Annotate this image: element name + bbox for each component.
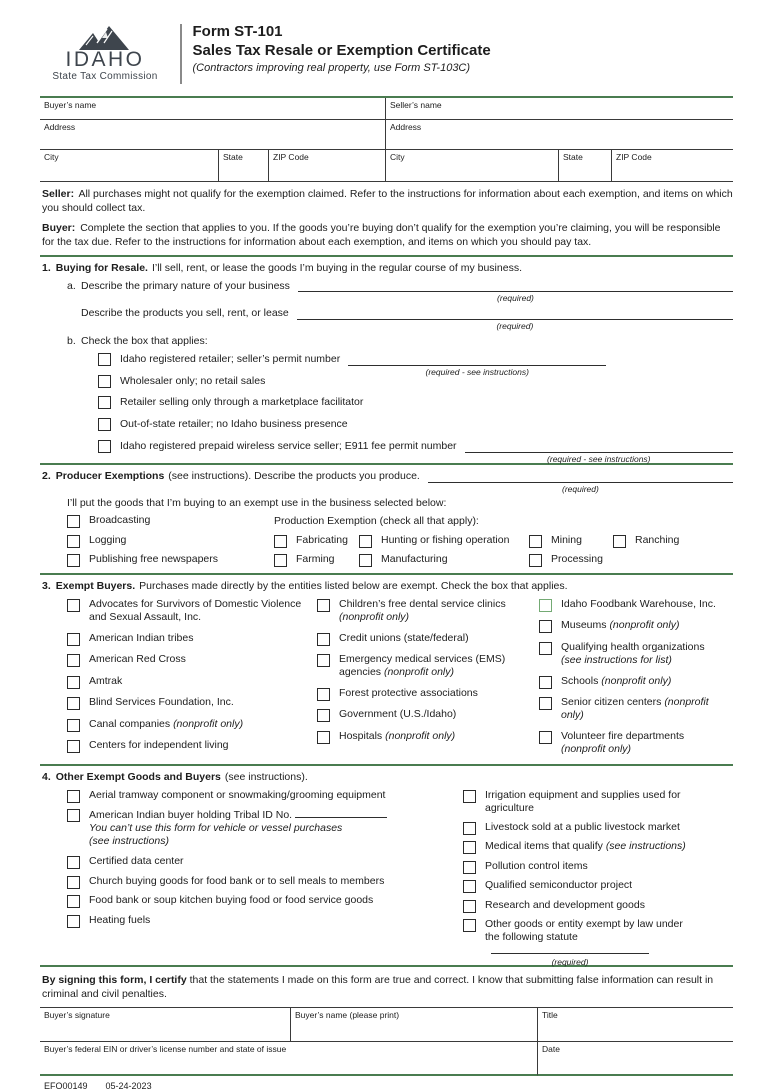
other-exempt-col1 [67, 789, 463, 959]
nonprofit-note: (nonprofit only) [609, 619, 680, 632]
production-option [529, 553, 613, 567]
checkbox-label: Church buying goods for food bank or to sell meals to members [89, 874, 385, 887]
nonprofit-note: (nonprofit only) [173, 717, 244, 730]
other-exempt-option [67, 875, 455, 889]
nonprofit-note: (nonprofit only) [339, 611, 410, 624]
nonprofit-note: (nonprofit only) [561, 743, 632, 756]
exempt-buyer-option [317, 598, 529, 624]
certification-bold: By signing this form, I certify [42, 973, 187, 986]
checkbox-other-goods-by-statute[interactable] [463, 919, 476, 932]
checkbox-label: Idaho registered prepaid wireless service seller; E911 fee permit number [120, 439, 457, 452]
buyer-print-name-label: Buyer’s name (please print) [295, 1009, 400, 1020]
checkbox-manufacturing[interactable] [359, 554, 372, 567]
vehicle-vessel-note: You can’t use this form for vehicle or vessel purchases (see instructions) [89, 821, 343, 848]
checkbox-label: American Indian buyer holding Tribal ID No. [89, 809, 293, 822]
buyer-city-field[interactable] [40, 150, 218, 182]
seller-city-field[interactable] [385, 150, 558, 182]
exempt-buyer-option [317, 632, 529, 646]
exempt-buyer-option [67, 718, 307, 732]
checkbox-label: Processing [551, 553, 603, 566]
checkbox-tribal-id-buyer[interactable] [67, 809, 80, 822]
seller-zip-label: ZIP Code [616, 152, 652, 162]
checkbox-label: Heating fuels [89, 913, 151, 926]
checkbox-wholesaler-only[interactable] [98, 375, 111, 388]
section4-number: 4. [42, 771, 51, 784]
buyer-zip-label: ZIP Code [273, 152, 309, 162]
nonprofit-note: (nonprofit only) [601, 674, 672, 687]
checkbox-label: American Indian tribes [89, 631, 194, 644]
seller-address-label: Address [390, 122, 422, 132]
checkbox-blind-services[interactable] [67, 697, 80, 710]
seller-state-field[interactable] [558, 150, 611, 182]
checkbox-logging[interactable] [67, 535, 80, 548]
producer-option [67, 553, 274, 567]
checkbox-research-development[interactable] [463, 900, 476, 913]
buyer-address-label: Address [44, 122, 76, 132]
checkbox-label: Hunting or fishing operation [381, 533, 510, 546]
section3-number: 3. [42, 580, 51, 593]
checkbox-schools[interactable] [539, 676, 552, 689]
production-option [613, 534, 733, 548]
checkbox-label: Aerial tramway component or snowmaking/grooming equipment [89, 788, 386, 801]
other-exempt-option [463, 789, 725, 815]
checkbox-label: Forest protective associations [339, 686, 478, 699]
section4-title: Other Exempt Goods and Buyers [55, 771, 221, 784]
exempt-buyer-option [67, 696, 307, 710]
checkbox-food-bank-soup-kitchen[interactable] [67, 895, 80, 908]
exempt-buyer-option [67, 632, 307, 646]
checkbox-label: Retailer selling only through a marketplace facilitator [120, 396, 364, 409]
revision-date: 05-24-2023 [105, 1080, 152, 1091]
buyer-state-field[interactable] [218, 150, 268, 182]
checkbox-semiconductor-project[interactable] [463, 880, 476, 893]
signature-table [40, 1007, 733, 1076]
seller-notice-label: Seller: [42, 188, 75, 200]
checkbox-label: Out-of-state retailer; no Idaho business presence [120, 417, 348, 430]
nonprofit-note: (nonprofit only) [385, 729, 456, 742]
section2-exempt-use-text: I’ll put the goods that I’m buying to an exempt use in the business selected below: [67, 497, 447, 510]
exempt-buyers-col2 [317, 598, 539, 756]
exempt-buyers-col1 [67, 598, 317, 756]
checkbox-label: Wholesaler only; no retail sales [120, 374, 266, 387]
checkbox-irrigation-equipment[interactable] [463, 790, 476, 803]
seller-city-label: City [390, 152, 405, 162]
seller-state-label: State [563, 152, 583, 162]
buyer-zip-field[interactable] [268, 150, 385, 182]
required-note: (required - see instructions) [547, 453, 651, 464]
tribal-id-line[interactable] [295, 808, 387, 818]
checkbox-american-indian-tribes[interactable] [67, 633, 80, 646]
buyer-notice-text: Complete the section that applies to you. If the goods you’re buying don’t qualify for the exemption you’re claiming, you will be responsible for the tax due. Refer to the instructions for information about each exemption, and items on which you should pay tax. [42, 222, 721, 249]
checkbox-label: Centers for independent living [89, 739, 229, 752]
item-b-prefix: b. [67, 335, 76, 348]
buyer-signature-label: Buyer’s signature [44, 1009, 110, 1020]
checkbox-church-food-bank[interactable] [67, 876, 80, 889]
required-note: (required) [496, 321, 534, 332]
exempt-buyer-option [539, 675, 723, 689]
producer-option [67, 514, 274, 528]
checkbox-publishing-free-newspapers[interactable] [67, 554, 80, 567]
buyer-city-label: City [44, 152, 59, 162]
checkbox-label: Schools [561, 674, 599, 687]
checkbox-advocates-survivors[interactable] [67, 599, 80, 612]
resale-option-row [98, 418, 733, 431]
form-code: EFO00149 [44, 1080, 88, 1091]
seller-name-label: Seller’s name [390, 100, 442, 110]
business-nature-line[interactable] [298, 280, 733, 304]
checkbox-label: Ranching [635, 533, 680, 546]
resale-option-row [98, 396, 733, 409]
required-note: (required - see instructions) [425, 367, 529, 378]
checkbox-pollution-control[interactable] [463, 861, 476, 874]
other-exempt-grid [67, 788, 733, 968]
checkbox-livestock-market[interactable] [463, 822, 476, 835]
checkbox-label: Medical items that qualify [485, 840, 603, 853]
exempt-buyer-option [317, 687, 529, 701]
checkbox-label: Government (U.S./Idaho) [339, 708, 457, 721]
seller-notice-text: All purchases might not qualify for the exemption claimed. Refer to the instructions for information about each exemption, and items on which you should collect tax. [42, 188, 733, 215]
checkbox-hospitals[interactable] [317, 731, 330, 744]
exempt-buyer-option [539, 619, 723, 633]
checkbox-label: Amtrak [89, 674, 123, 687]
checkbox-marketplace-facilitator[interactable] [98, 396, 111, 409]
resale-option-row [98, 439, 733, 464]
other-exempt-option [463, 840, 725, 854]
other-exempt-option [463, 899, 725, 913]
required-note: (required) [561, 484, 599, 495]
section1-number: 1. [42, 262, 51, 275]
exempt-buyer-option [539, 730, 723, 756]
checkbox-childrens-dental-clinics[interactable] [317, 599, 330, 612]
checkbox-credit-unions[interactable] [317, 633, 330, 646]
section2-number: 2. [42, 469, 51, 482]
checkbox-ems-agencies[interactable] [317, 654, 330, 667]
checkbox-idaho-registered-retailer[interactable] [98, 353, 111, 366]
buyer-print-name-field[interactable] [290, 1008, 537, 1042]
checkbox-label: Advocates for Survivors of Domestic Violence and Sexual Assault, Inc. [89, 597, 302, 624]
other-exempt-option [67, 789, 455, 803]
other-exempt-option [67, 855, 455, 869]
nonprofit-note: (nonprofit only) [561, 696, 709, 722]
logo-subtitle: State Tax Commission [52, 71, 158, 82]
checkbox-label: Blind Services Foundation, Inc. [89, 696, 234, 709]
section3-title: Exempt Buyers. [55, 580, 136, 593]
checkbox-label: Qualifying health organizations [561, 640, 705, 653]
form-subtitle: (Contractors improving real property, use Form ST-103C) [192, 61, 471, 74]
buyer-notice [42, 221, 733, 249]
checkbox-label-line2: the following statute [485, 931, 578, 944]
exempt-buyers-grid [67, 598, 733, 756]
checkbox-label: Publishing free newspapers [89, 553, 218, 566]
checkbox-farming[interactable] [274, 554, 287, 567]
production-option [274, 534, 359, 548]
title-label: Title [542, 1009, 558, 1020]
date-field[interactable] [537, 1042, 733, 1076]
section1-heading [42, 262, 733, 276]
other-exempt-option [67, 914, 455, 928]
checkbox-broadcasting[interactable] [67, 515, 80, 528]
checkbox-label: Fabricating [296, 533, 348, 546]
section1-intro: I’ll sell, rent, or lease the goods I’m buying in the regular course of my business. [151, 262, 522, 275]
seller-notice [42, 187, 733, 215]
checkbox-label: Manufacturing [381, 553, 448, 566]
section2-title: Producer Exemptions [55, 469, 165, 482]
item-a-prefix: a. [67, 279, 76, 292]
resale-option-row [98, 353, 733, 378]
exempt-buyer-option [67, 598, 307, 624]
section2-checkbox-grid [67, 514, 733, 567]
section3-heading [42, 580, 733, 594]
checkbox-museums[interactable] [539, 620, 552, 633]
checkbox-centers-independent-living[interactable] [67, 740, 80, 753]
products-produced-line[interactable] [428, 471, 733, 495]
item-b-row [67, 335, 733, 347]
certification-statement [42, 973, 733, 1001]
exempt-buyer-option [317, 708, 529, 722]
checkbox-label: Credit unions (state/federal) [339, 631, 469, 644]
section1-title: Buying for Resale. [55, 262, 148, 275]
seller-address-field[interactable] [385, 120, 733, 150]
form-header [40, 22, 733, 96]
page-title: Sales Tax Resale or Exemption Certificate [192, 41, 491, 59]
checkbox-label: Irrigation equipment and supplies used for agriculture [485, 788, 681, 814]
production-exemption-label: Production Exemption (check all that apply): [274, 515, 479, 528]
other-exempt-option [67, 894, 455, 908]
logo-wordmark: IDAHO [65, 48, 145, 71]
exempt-buyer-option [539, 696, 723, 722]
products-sold-label: Describe the products you sell, rent, or lease [81, 307, 289, 320]
other-exempt-option [463, 821, 725, 835]
checkbox-label: Hospitals [339, 729, 383, 742]
production-option [359, 553, 529, 567]
checkbox-label: Livestock sold at a public livestock market [485, 820, 680, 833]
other-exempt-option [463, 879, 725, 893]
checkbox-american-red-cross[interactable] [67, 654, 80, 667]
title-field[interactable] [537, 1008, 733, 1042]
checkbox-label: Food bank or soup kitchen buying food or food service goods [89, 894, 374, 907]
other-exempt-option [67, 808, 455, 822]
exempt-buyer-option [317, 730, 529, 744]
e911-permit-number-line[interactable] [465, 441, 733, 464]
checkbox-label: Museums [561, 619, 607, 632]
required-note: (required) [551, 957, 589, 968]
statute-line[interactable] [491, 944, 649, 968]
checkbox-label: Farming [296, 553, 335, 566]
checkbox-label: Senior citizen centers [561, 696, 662, 709]
exempt-buyer-option [67, 675, 307, 689]
checkbox-label: Mining [551, 533, 582, 546]
checkbox-label: Canal companies [89, 717, 171, 730]
checkbox-prepaid-wireless-seller[interactable] [98, 440, 111, 453]
business-nature-row [67, 279, 733, 304]
check-box-applies-label: Check the box that applies: [81, 335, 208, 348]
see-instructions-note: (see instructions for list) [561, 654, 672, 667]
checkbox-processing[interactable] [529, 554, 542, 567]
required-note: (required) [497, 293, 534, 304]
checkbox-volunteer-fire-departments[interactable] [539, 731, 552, 744]
checkbox-hunting-fishing[interactable] [359, 535, 372, 548]
header-divider [180, 24, 182, 84]
checkbox-heating-fuels[interactable] [67, 915, 80, 928]
section4-heading [42, 771, 733, 785]
other-exempt-option [463, 918, 725, 968]
section4-rule [40, 764, 733, 766]
checkbox-canal-companies[interactable] [67, 719, 80, 732]
checkbox-label: Pollution control items [485, 859, 588, 872]
other-exempt-option [463, 860, 725, 874]
producer-option [67, 534, 274, 548]
checkbox-senior-citizen-centers[interactable] [539, 697, 552, 710]
checkbox-label: Other goods or entity exempt by law under [485, 918, 683, 931]
section3-intro: Purchases made directly by the entities listed below are exempt. Check the box that applies. [139, 580, 568, 593]
certification-text: that the statements I made on this form are true and correct. I know that submitting false information can result in criminal and civil penalties. [42, 973, 714, 1000]
checkbox-aerial-tramway[interactable] [67, 790, 80, 803]
production-option [529, 534, 613, 548]
date-label: Date [542, 1043, 560, 1054]
buyer-name-label: Buyer’s name [44, 100, 97, 110]
exempt-buyer-option [67, 739, 307, 753]
section1-rule [40, 255, 733, 257]
checkbox-government[interactable] [317, 709, 330, 722]
seller-zip-field[interactable] [611, 150, 733, 182]
section2-heading [42, 469, 733, 495]
products-sold-row [67, 307, 733, 332]
other-exempt-col2 [463, 788, 733, 968]
products-sold-line[interactable] [297, 308, 733, 332]
seller-name-field[interactable] [385, 98, 733, 120]
production-option [359, 534, 529, 548]
checkbox-label: Research and development goods [485, 898, 645, 911]
buyer-notice-label: Buyer: [42, 222, 76, 235]
checkbox-label: Emergency medical services (EMS) agencies [339, 653, 506, 679]
checkbox-out-of-state-retailer[interactable] [98, 418, 111, 431]
checkbox-label: Logging [89, 533, 127, 546]
checkbox-label: Children’s free dental service clinics [339, 597, 506, 610]
checkbox-label: Volunteer fire departments [561, 729, 685, 742]
buyer-ein-label: Buyer’s federal EIN or driver’s license number and state of issue [44, 1043, 287, 1054]
exempt-buyer-option [317, 653, 529, 679]
checkbox-certified-data-center[interactable] [67, 856, 80, 869]
form-number: Form ST-101 [192, 23, 283, 40]
checkbox-label: Idaho registered retailer; seller’s permit number [120, 353, 341, 366]
exempt-buyer-option [539, 598, 723, 612]
checkbox-label: Qualified semiconductor project [485, 879, 633, 892]
buyer-address-field[interactable] [40, 120, 385, 150]
checkbox-label: Idaho Foodbank Warehouse, Inc. [561, 597, 716, 610]
checkbox-mining[interactable] [529, 535, 542, 548]
section2-intro: (see instructions). Describe the products you produce. [168, 469, 420, 482]
buyer-state-label: State [223, 152, 243, 162]
buyer-ein-field[interactable] [40, 1042, 537, 1076]
checkbox-qualifying-health-orgs[interactable] [539, 642, 552, 655]
section4-intro: (see instructions). [224, 771, 308, 784]
checkbox-forest-protective[interactable] [317, 688, 330, 701]
checkbox-label: Certified data center [89, 855, 184, 868]
business-nature-label: Describe the primary nature of your business [81, 279, 290, 292]
checkbox-label: American Red Cross [89, 653, 186, 666]
form-footer [44, 1081, 733, 1091]
buyer-signature-field[interactable] [40, 1008, 290, 1042]
checkbox-fabricating[interactable] [274, 535, 287, 548]
sellers-permit-number-line[interactable] [348, 354, 606, 378]
production-option [274, 553, 359, 567]
exempt-buyer-option [67, 653, 307, 667]
party-table [40, 98, 733, 182]
checkbox-label: Broadcasting [89, 514, 151, 527]
buyer-name-field[interactable] [40, 98, 385, 120]
checkbox-idaho-foodbank[interactable] [539, 599, 552, 612]
section3-rule [40, 573, 733, 575]
see-instructions-note: (see instructions) [605, 840, 686, 853]
exempt-buyers-col3 [539, 598, 733, 756]
idaho-stc-logo [40, 22, 170, 82]
exempt-buyer-option [539, 641, 723, 667]
nonprofit-note: (nonprofit only) [383, 666, 454, 679]
checkbox-medical-items[interactable] [463, 841, 476, 854]
checkbox-ranching[interactable] [613, 535, 626, 548]
checkbox-amtrak[interactable] [67, 676, 80, 689]
